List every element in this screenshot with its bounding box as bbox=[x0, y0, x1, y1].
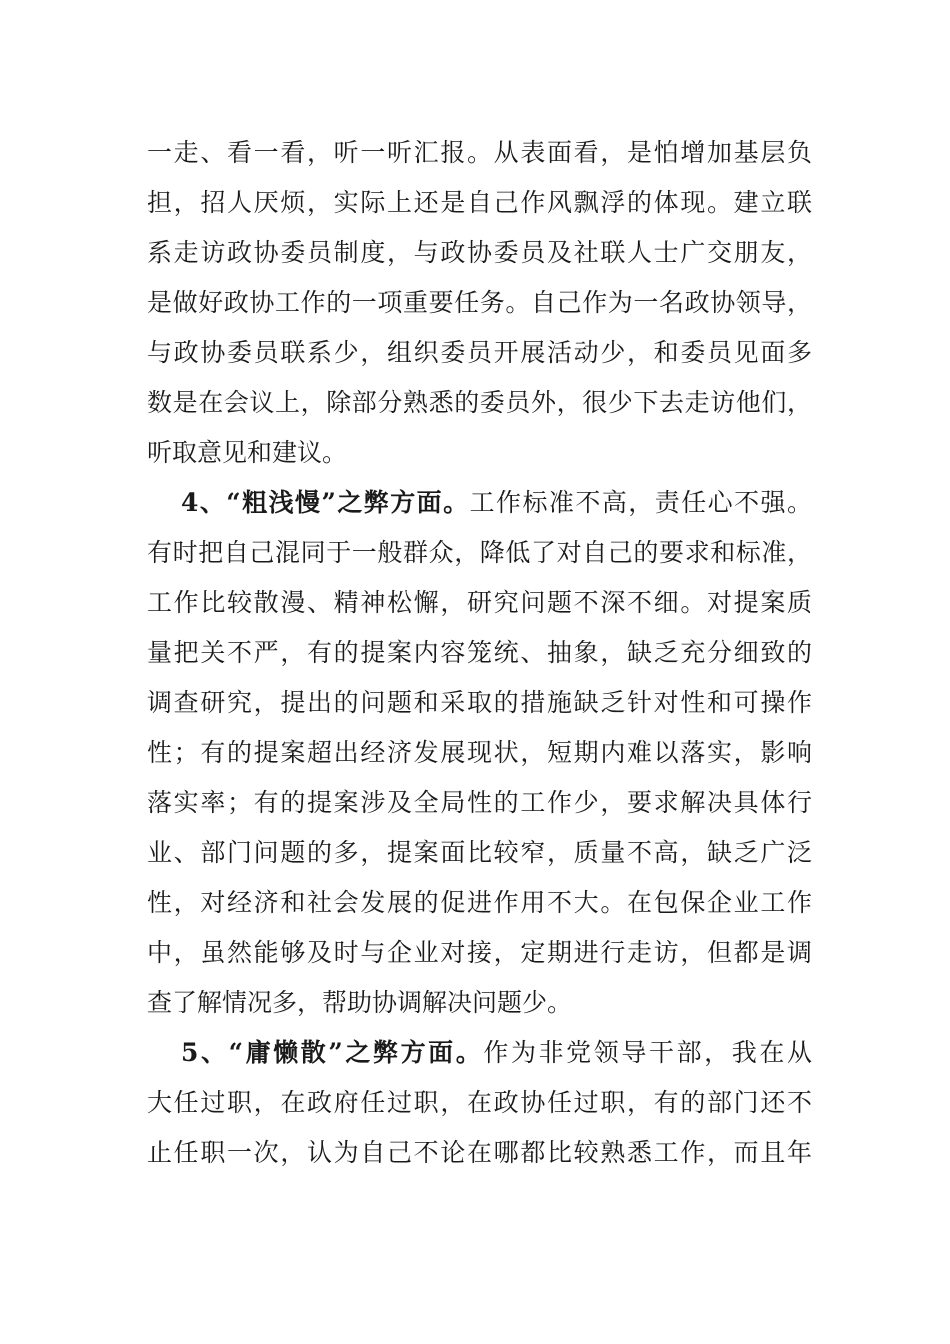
text-line: 有时把自己混同于一般群众，降低了对自己的要求和标准， bbox=[147, 538, 812, 567]
text-line: 查了解情况多，帮助协调解决问题少。 bbox=[147, 988, 573, 1017]
text-line: 调查研究，提出的问题和采取的措施缺乏针对性和可操作 bbox=[147, 688, 812, 717]
section-5-first-line bbox=[147, 1028, 812, 1078]
text-line: 听取意见和建议。 bbox=[147, 438, 348, 467]
section-4-first-line bbox=[147, 478, 812, 528]
text-line: 中，虽然能够及时与企业对接，定期进行走访，但都是调 bbox=[147, 938, 812, 967]
text-line: 系走访政协委员制度，与政协委员及社联人士广交朋友， bbox=[147, 238, 812, 267]
section-4-heading: 4、“粗浅慢”之弊方面。 bbox=[181, 488, 470, 517]
section-5-heading: 5、“庸懒散”之弊方面。 bbox=[181, 1038, 484, 1067]
section-5-first-line-text: 作为非党领导干部，我在从 bbox=[483, 1038, 812, 1067]
text-line: 大任过职，在政府任过职，在政协任过职，有的部门还不 bbox=[147, 1088, 812, 1117]
text-line: 量把关不严，有的提案内容笼统、抽象，缺乏充分细致的 bbox=[147, 638, 812, 667]
text-line: 性；有的提案超出经济发展现状，短期内难以落实，影响 bbox=[147, 738, 812, 767]
text-line: 业、部门问题的多，提案面比较窄，质量不高，缺乏广泛 bbox=[147, 838, 812, 867]
text-line: 落实率；有的提案涉及全局性的工作少，要求解决具体行 bbox=[147, 788, 812, 817]
text-line: 是做好政协工作的一项重要任务。自己作为一名政协领导， bbox=[147, 288, 812, 317]
text-line: 性，对经济和社会发展的促进作用不大。在包保企业工作 bbox=[147, 888, 812, 917]
section-4-first-line-text: 工作标准不高，责任心不强。 bbox=[469, 488, 812, 517]
text-line: 担，招人厌烦，实际上还是自己作风飘浮的体现。建立联 bbox=[147, 188, 812, 217]
text-line: 与政协委员联系少，组织委员开展活动少，和委员见面多 bbox=[147, 338, 812, 367]
text-line: 一走、看一看，听一听汇报。从表面看，是怕增加基层负 bbox=[147, 138, 812, 167]
document-body bbox=[147, 128, 812, 1178]
text-line: 止任职一次，认为自己不论在哪都比较熟悉工作，而且年 bbox=[147, 1138, 812, 1167]
text-line: 数是在会议上，除部分熟悉的委员外，很少下去走访他们， bbox=[147, 388, 812, 417]
text-line: 工作比较散漫、精神松懈，研究问题不深不细。对提案质 bbox=[147, 588, 812, 617]
